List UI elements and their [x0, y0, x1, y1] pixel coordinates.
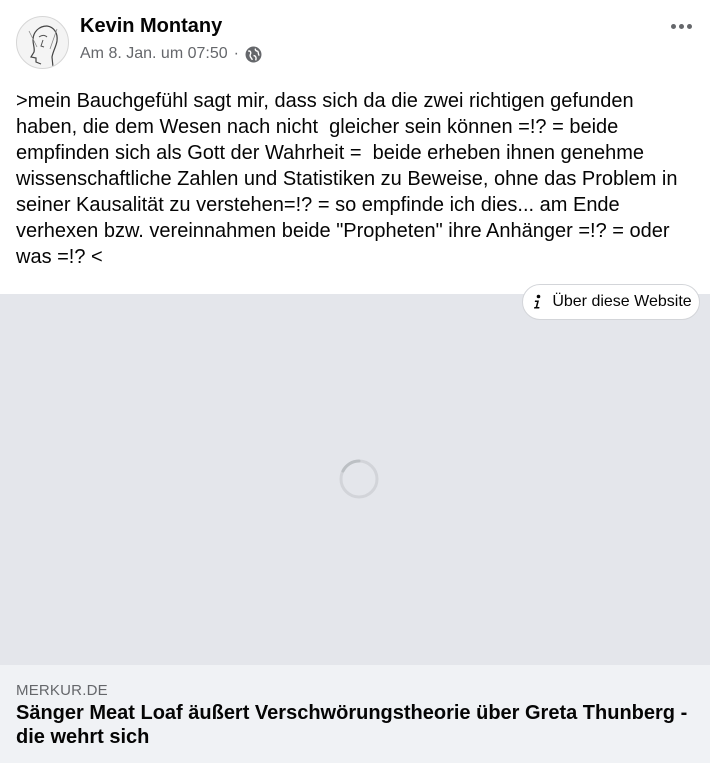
about-website-button[interactable]: [522, 284, 700, 320]
info-icon: [530, 294, 544, 310]
link-title[interactable]: Sänger Meat Loaf äußert Verschwörungstheorie über Greta Thunberg - die wehrt sich: [16, 702, 688, 748]
more-dot: [679, 24, 684, 29]
post-meta: [80, 44, 262, 64]
author-name[interactable]: Kevin Montany: [80, 15, 223, 37]
globe-icon[interactable]: [245, 46, 262, 63]
post-text: >mein Bauchgefühl sagt mir, dass sich da die zwei richtigen gefunden haben, die dem Wesen nach nicht gleicher sein können =!? = beide empfinden sich als Gott der Wahrheit = beide erheben ihnen genehme wissenschaftliche Zahlen und Statistiken zu Beweise, ohne das Problem in seiner Kausalität zu verstehen=!? = so empfinde ich dies... am Ende verhexen bzw. vereinnahmen beide "Propheten" ihre Anhänger =!? = oder was =!? <: [16, 90, 684, 268]
more-options-button[interactable]: [664, 12, 698, 40]
link-footer[interactable]: [0, 665, 710, 763]
link-domain: MERKUR.DE: [16, 682, 108, 699]
more-dot: [687, 24, 692, 29]
avatar[interactable]: [16, 16, 69, 69]
about-website-label: Über diese Website: [552, 293, 692, 310]
loading-spinner-icon: [337, 457, 381, 501]
more-options-icon: [671, 24, 676, 29]
post-timestamp[interactable]: Am 8. Jan. um 07:50: [80, 45, 228, 62]
avatar-sketch-icon: [17, 17, 69, 69]
post-header: [0, 0, 710, 80]
meta-separator: ·: [233, 45, 239, 62]
